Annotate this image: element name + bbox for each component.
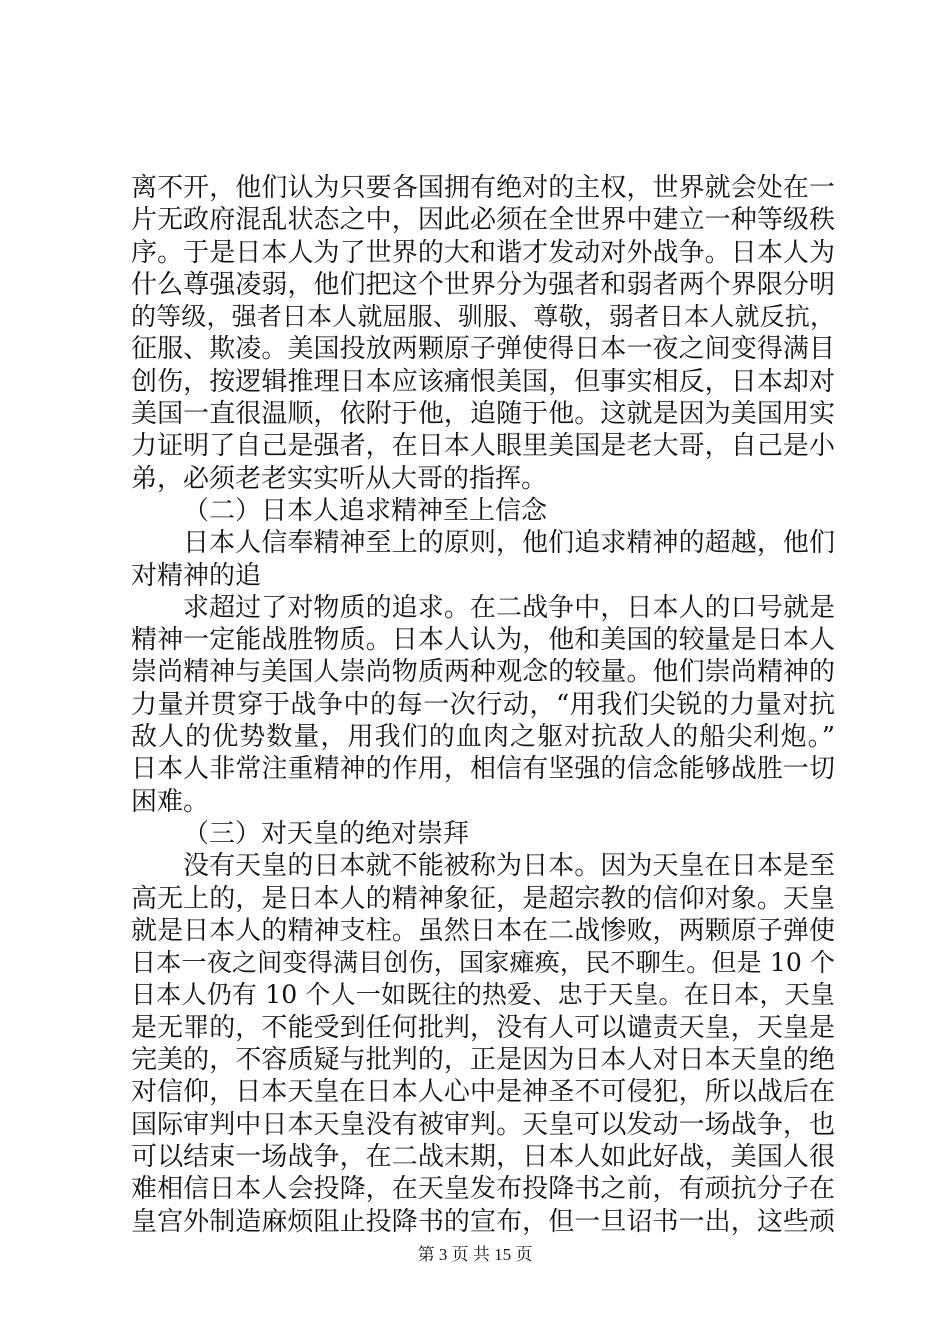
text-line: 难相信日本人会投降，在天皇发布投降书之前，有顽抗分子在 xyxy=(131,1174,835,1205)
text-line: 弟，必须老老实实听从大哥的指挥。 xyxy=(131,463,548,494)
text-line: 序。于是日本人为了世界的大和谐才发动对外战争。日本人为 xyxy=(131,237,835,268)
text-line: 力量并贯穿于战争中的每一次行动，“用我们尖锐的力量对抗 xyxy=(131,689,835,720)
text-line: 国际审判中日本天皇没有被审判。天皇可以发动一场战争，也 xyxy=(131,1109,835,1140)
text-line: 皇宫外制造麻烦阻止投降书的宣布，但一旦诏书一出，这些顽 xyxy=(131,1206,835,1237)
paragraph-hierarchy xyxy=(131,172,835,495)
page-number-footer: 第 3 页 共 15 页 xyxy=(417,1245,533,1264)
text-line: 就是日本人的精神支柱。虽然日本在二战惨败，两颗原子弹使 xyxy=(131,915,835,946)
text-line: 创伤，按逻辑推理日本应该痛恨美国，但事实相反，日本却对 xyxy=(131,366,835,397)
text-line: 离不开，他们认为只要各国拥有绝对的主权，世界就会处在一 xyxy=(131,173,835,203)
text-line: 什么尊强凌弱，他们把这个世界分为强者和弱者两个界限分明 xyxy=(131,269,835,300)
section-heading-spirit: （二）日本人追求精神至上信念 xyxy=(183,495,548,526)
text-line: 力证明了自己是强者，在日本人眼里美国是老大哥，自己是小 xyxy=(131,431,835,462)
text-line: 日本人信奉精神至上的原则，他们追求精神的超越，他们 xyxy=(183,528,835,559)
text-line: 对精神的追 xyxy=(131,560,262,591)
text-line: 困难。 xyxy=(131,786,210,817)
text-line: 可以结束一场战争，在二战末期，日本人如此好战，美国人很 xyxy=(131,1141,835,1172)
text-line: 日本人非常注重精神的作用，相信有坚强的信念能够战胜一切 xyxy=(131,754,835,785)
text-line: 敌人的优势数量，用我们的血肉之躯对抗敌人的船尖利炮。” xyxy=(131,722,835,753)
text-line: 精神一定能战胜物质。日本人认为，他和美国的较量是日本人 xyxy=(131,625,835,656)
text-line: 完美的，不容质疑与批判的，正是因为日本人对日本天皇的绝 xyxy=(131,1045,835,1076)
section-heading-emperor: （三）对天皇的绝对崇拜 xyxy=(183,818,470,849)
text-line: 日本人仍有 10 个人一如既往的热爱、忠于天皇。在日本，天皇 xyxy=(131,980,835,1010)
text-line: 没有天皇的日本就不能被称为日本。因为天皇在日本是至 xyxy=(183,851,835,882)
text-line: 的等级，强者日本人就屈服、驯服、尊敬，弱者日本人就反抗， xyxy=(131,302,835,332)
paragraph-spirit-intro xyxy=(131,527,835,592)
text-line: 高无上的，是日本人的精神象征，是超宗教的信仰对象。天皇 xyxy=(131,883,835,914)
text-line: 是无罪的，不能受到任何批判，没有人可以谴责天皇，天皇是 xyxy=(131,1012,835,1043)
text-line: 美国一直很温顺，依附于他，追随于他。这就是因为美国用实 xyxy=(131,399,835,430)
paragraph-spirit-body xyxy=(131,592,835,818)
paragraph-emperor xyxy=(131,850,835,1238)
text-line: 对信仰，日本天皇在日本人心中是神圣不可侵犯，所以战后在 xyxy=(131,1077,835,1108)
document-body xyxy=(131,172,835,1238)
text-line: 崇尚精神与美国人崇尚物质两种观念的较量。他们崇尚精神的 xyxy=(131,657,835,688)
text-line: 日本一夜之间变得满目创伤，国家瘫痪，民不聊生。但是 10 个 xyxy=(131,948,835,978)
text-line: 求超过了对物质的追求。在二战争中，日本人的口号就是 xyxy=(183,592,835,623)
text-line: 征服、欺凌。美国投放两颗原子弹使得日本一夜之间变得满目 xyxy=(131,334,835,365)
text-line: 片无政府混乱状态之中，因此必须在全世界中建立一种等级秩 xyxy=(131,205,835,236)
